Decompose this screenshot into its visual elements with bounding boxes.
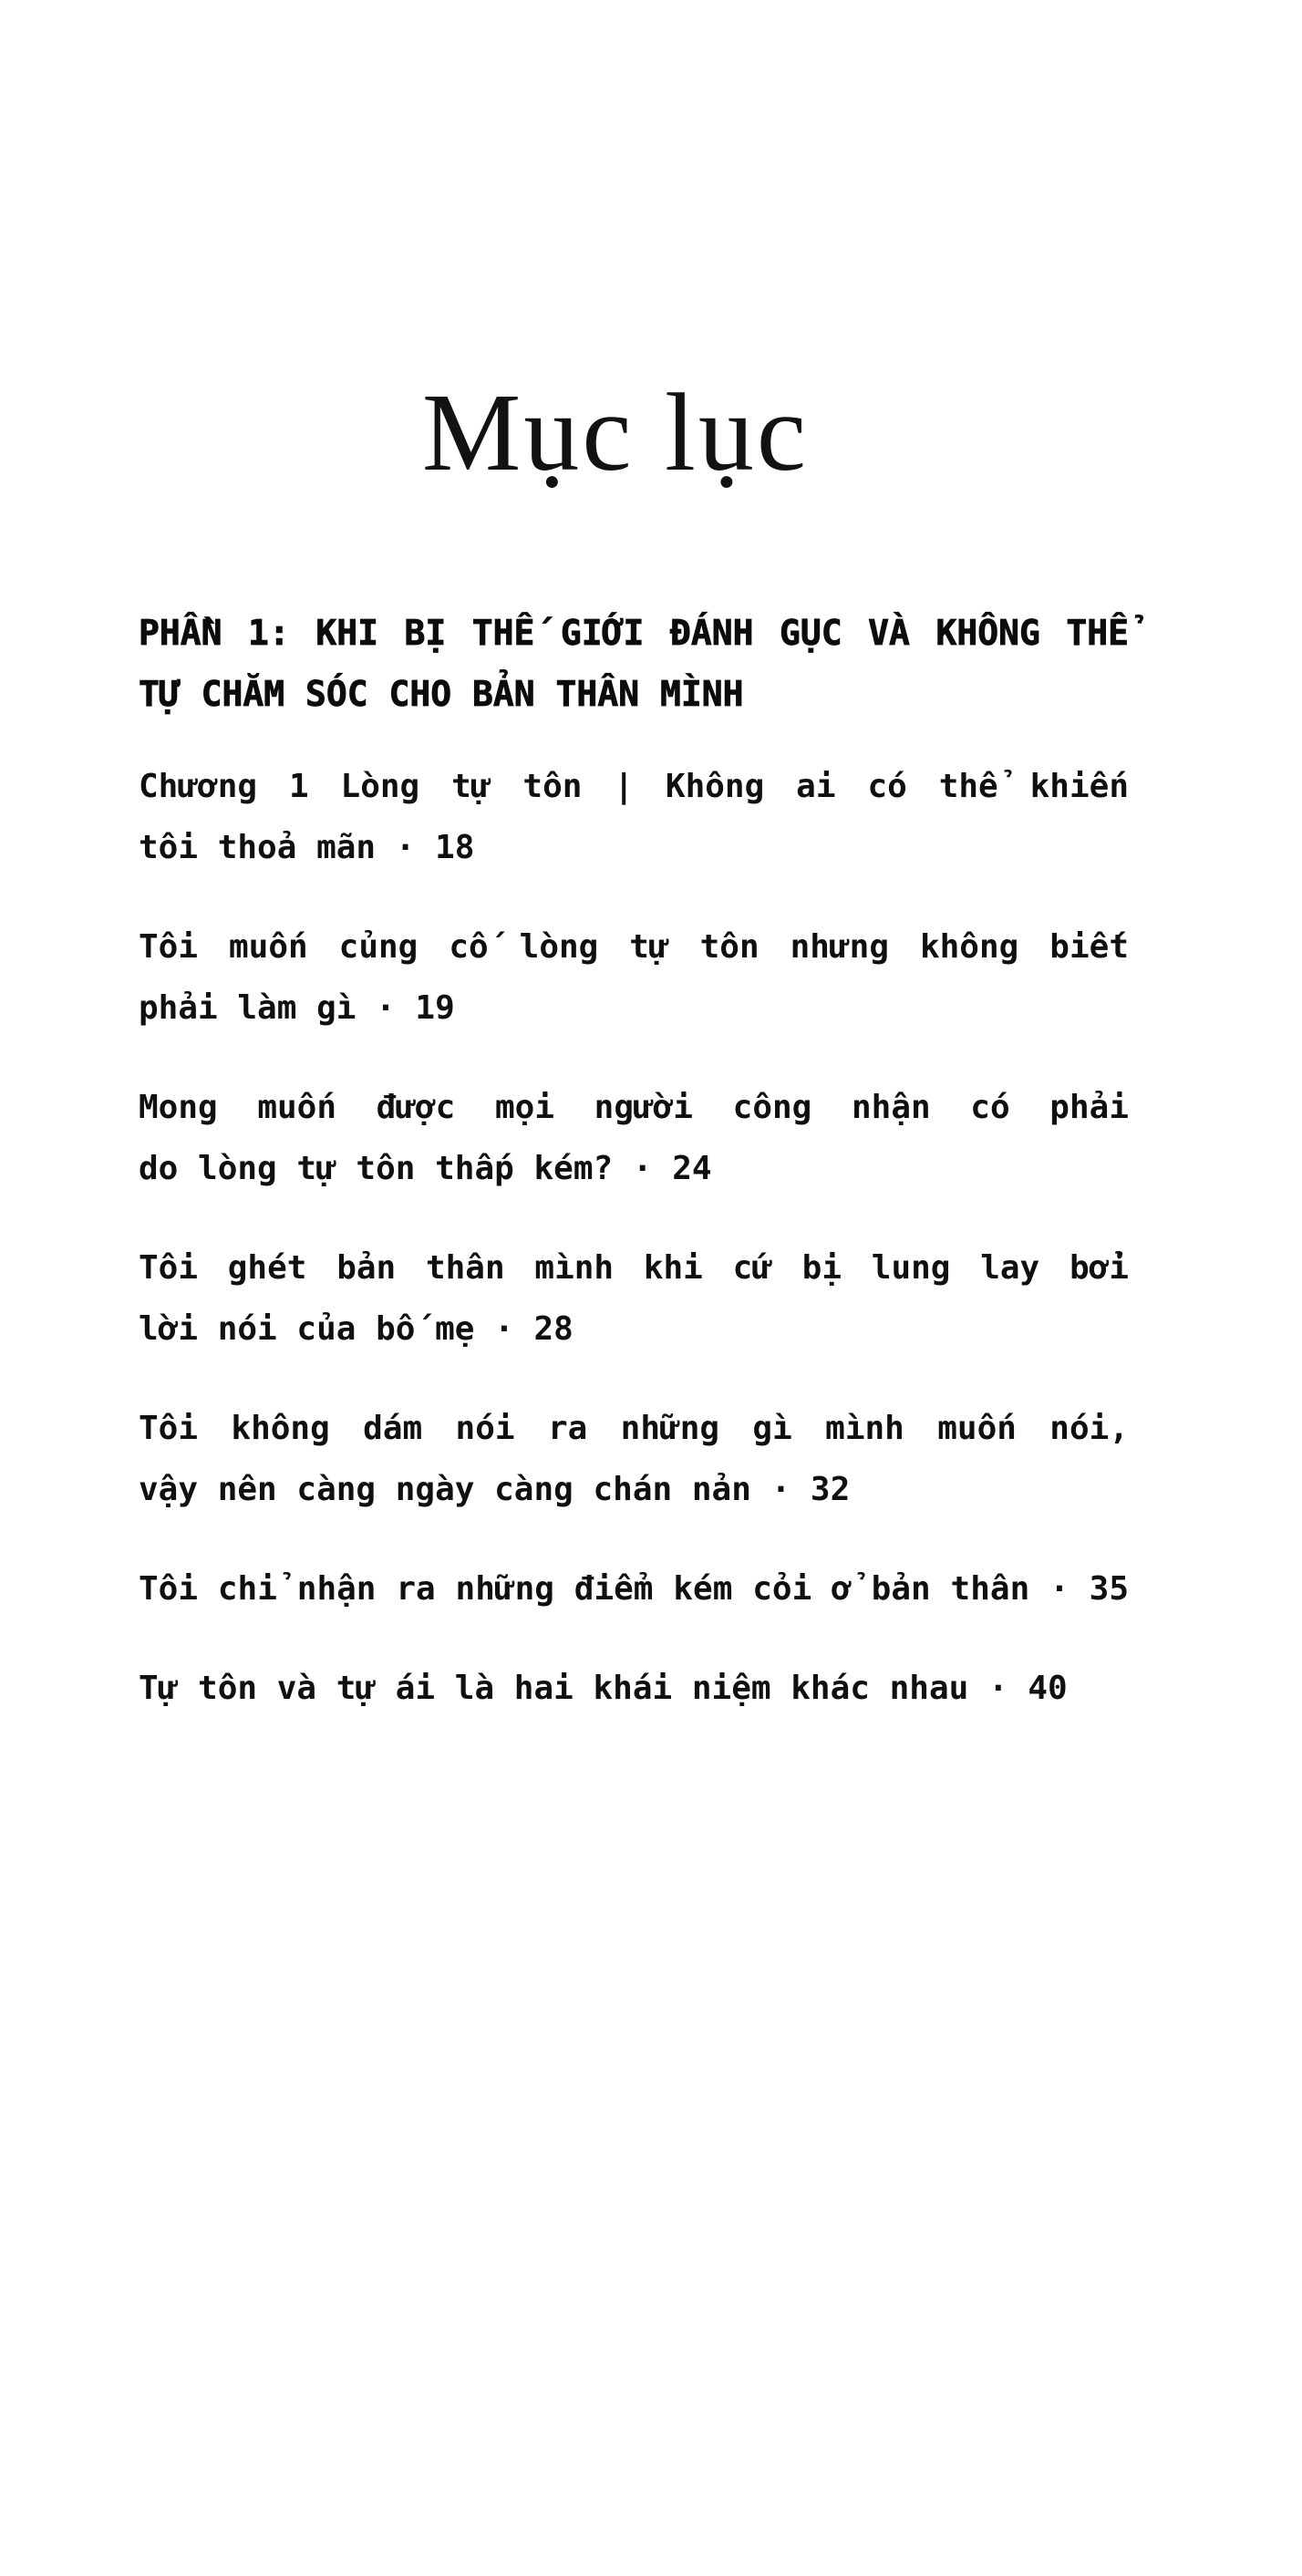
toc-entry-line: lời nói của bố mẹ · 28 xyxy=(139,1310,574,1348)
toc-entry-line: phải làm gì · 19 xyxy=(139,989,455,1027)
part-heading-line-2: TỰ CHĂM SÓC CHO BẢN THÂN MÌNH xyxy=(139,674,744,714)
toc-entry-line: Tôi ghét bản thân mình khi cứ bị lung lay bởi xyxy=(139,1249,1129,1287)
toc-entry-line: Chương 1 Lòng tự tôn | Không ai có thể khiến xyxy=(139,768,1129,805)
toc-entry xyxy=(139,1237,1129,1360)
toc-entry xyxy=(139,1558,1129,1619)
toc-entry xyxy=(139,1398,1129,1520)
toc-entry-line: tôi thoả mãn · 18 xyxy=(139,829,475,866)
toc-entry xyxy=(139,1658,1129,1719)
toc-entry xyxy=(139,1077,1129,1199)
toc-entry xyxy=(139,756,1129,878)
toc-entry-line: Tôi chỉ nhận ra những điểm kém cỏi ở bản thân · 35 xyxy=(139,1570,1129,1608)
book-toc-page xyxy=(0,369,1302,2576)
toc-entry-line: Mong muốn được mọi người công nhận có phải xyxy=(139,1089,1129,1126)
toc-list xyxy=(139,756,1129,1719)
toc-entry xyxy=(139,916,1129,1039)
page-title: Mục lục xyxy=(421,371,810,494)
toc-entry-line: vậy nên càng ngày càng chán nản · 32 xyxy=(139,1471,851,1508)
toc-entry-line: Tự tôn và tự ái là hai khái niệm khác nhau · 40 xyxy=(139,1670,1068,1707)
part-heading-line-1: PHẦN 1: KHI BỊ THẾ GIỚI ĐÁNH GỤC VÀ KHÔNG THỂ xyxy=(139,613,1129,653)
toc-entry-line: Tôi không dám nói ra những gì mình muốn nói, xyxy=(139,1410,1129,1447)
part-heading xyxy=(139,603,1129,725)
toc-entry-line: Tôi muốn củng cố lòng tự tôn nhưng không biết xyxy=(139,928,1129,966)
toc-entry-line: do lòng tự tôn thấp kém? · 24 xyxy=(139,1150,712,1187)
